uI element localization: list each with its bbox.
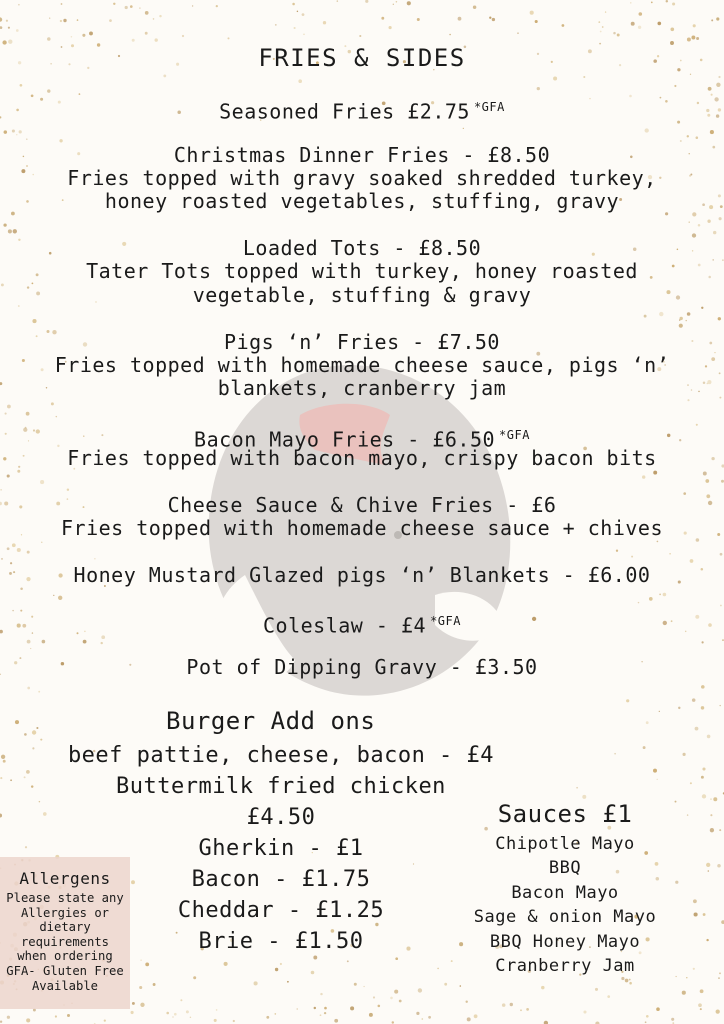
- page-title: FRIES & SIDES: [258, 44, 466, 72]
- item-description: blankets, cranberry jam: [217, 376, 507, 400]
- addon-line: beef pattie, cheese, bacon - £4: [67, 743, 495, 768]
- item-description: Fries topped with gravy soaked shredded turkey,: [67, 166, 657, 190]
- item-description: Fries topped with homemade cheese sauce, pigs ‘n’: [54, 353, 670, 377]
- menu-item-cheese-sauce-chive-fries: Cheese Sauce & Chive Fries - £6: [167, 493, 557, 517]
- allergens-note: [0, 891, 130, 993]
- allergens-line: Available: [31, 978, 99, 993]
- menu-item-honey-mustard-pigs: Honey Mustard Glazed pigs ‘n’ Blankets - £6.00: [73, 563, 651, 587]
- sauce-item: BBQ Honey Mayo: [489, 932, 641, 952]
- addon-line: Buttermilk fried chicken: [116, 774, 446, 799]
- gfa-tag: *GFA: [473, 100, 505, 114]
- gfa-tag: *GFA: [430, 614, 461, 628]
- sauce-item: Sage & onion Mayo: [473, 907, 657, 927]
- burger-addons-heading: Burger Add ons: [166, 707, 376, 735]
- allergens-line: Allergies or: [20, 905, 110, 920]
- allergens-line: dietary: [39, 920, 91, 935]
- allergens-heading: Allergens: [19, 869, 111, 888]
- addon-line: Brie - £1.50: [198, 929, 364, 954]
- item-description: vegetable, stuffing & gravy: [192, 283, 532, 307]
- allergens-line: when ordering: [17, 949, 113, 964]
- gfa-tag: *GFA: [499, 428, 530, 442]
- addon-line: Gherkin - £1: [198, 836, 364, 861]
- item-description: Fries topped with bacon mayo, crispy bacon bits: [67, 446, 657, 470]
- item-description: Tater Tots topped with turkey, honey roasted: [86, 259, 638, 283]
- allergens-line: Please state any: [6, 891, 124, 905]
- sauce-item: Bacon Mayo: [511, 883, 619, 903]
- menu-item-dipping-gravy: Pot of Dipping Gravy - £3.50: [186, 655, 538, 679]
- sauce-item: Cranberry Jam: [495, 956, 635, 976]
- allergens-line: requirements: [20, 934, 110, 949]
- menu-item-pigs-n-fries: Pigs ‘n’ Fries - £7.50: [224, 330, 500, 354]
- allergens-panel: [0, 857, 130, 1009]
- menu-item-christmas-dinner-fries: Christmas Dinner Fries - £8.50: [173, 143, 551, 167]
- sauces-heading: Sauces £1: [497, 800, 633, 828]
- menu-item-coleslaw: [0, 610, 724, 638]
- addon-line: Cheddar - £1.25: [177, 898, 385, 923]
- item-name: Bacon Mayo Fries - £6.50: [194, 427, 496, 452]
- item-description: honey roasted vegetables, stuffing, gravy: [104, 189, 620, 213]
- menu-item-seasoned-fries: [0, 96, 724, 124]
- menu-item-loaded-tots: Loaded Tots - £8.50: [242, 236, 482, 260]
- allergens-line: GFA- Gluten Free: [6, 963, 124, 978]
- item-description: Fries topped with homemade cheese sauce + chives: [61, 516, 663, 540]
- sauce-item: Chipotle Mayo: [495, 834, 635, 854]
- addon-line: Bacon - £1.75: [191, 867, 371, 892]
- addon-line: £4.50: [246, 805, 316, 830]
- item-name: Seasoned Fries £2.75: [219, 99, 470, 124]
- sauce-item: BBQ: [548, 858, 582, 878]
- item-name: Coleslaw - £4: [263, 613, 427, 638]
